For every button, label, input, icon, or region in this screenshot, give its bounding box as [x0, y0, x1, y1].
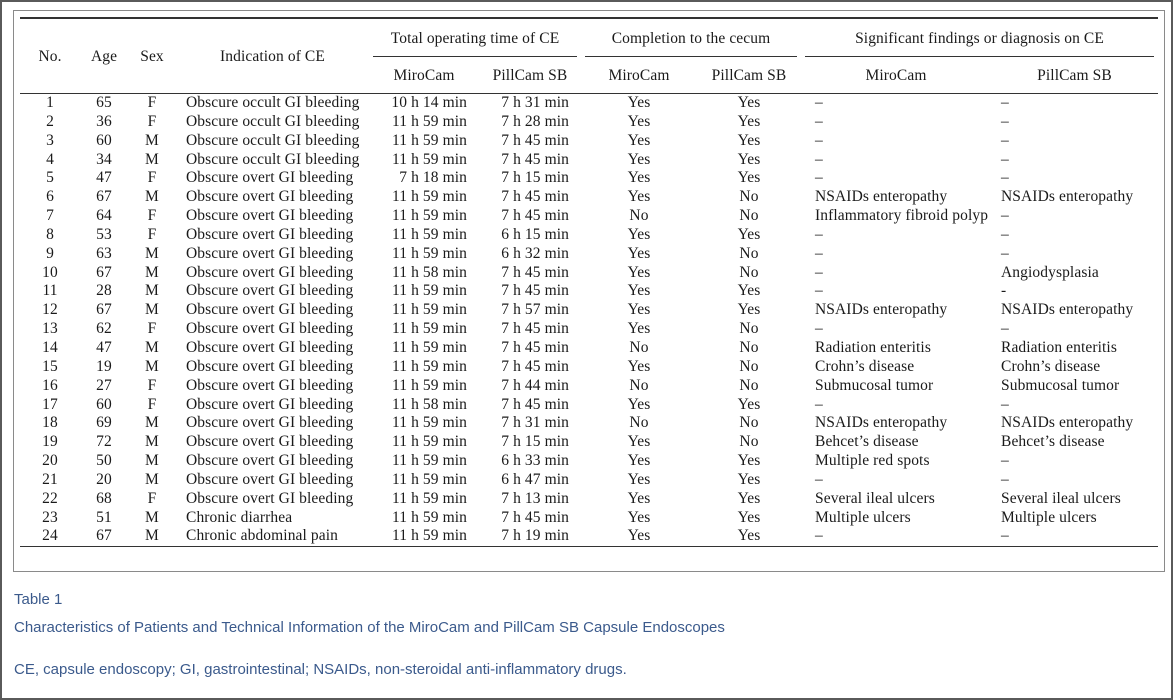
cell-completion-mirocam: Yes [627, 320, 651, 338]
subheader-findings-mirocam: MiroCam [801, 57, 991, 94]
cell-completion-mirocam: Yes [627, 131, 651, 149]
cell-time-pillcam: 7 h 45 min [501, 282, 569, 300]
cell-time-pillcam: 7 h 57 min [501, 301, 569, 319]
table-row [20, 358, 1158, 377]
cell-time-pillcam: 6 h 33 min [501, 452, 569, 470]
cell-finding-mirocam: NSAIDs enteropathy [815, 414, 948, 432]
cell-time-mirocam: 11 h 59 min [391, 207, 467, 225]
table-row [20, 509, 1158, 528]
cell-finding-mirocam: Submucosal tumor [815, 376, 934, 394]
cell-age: 67 [96, 188, 112, 206]
cell-finding-pillcam: - [1001, 282, 1007, 300]
cell-time-pillcam: 7 h 15 min [501, 169, 569, 187]
cell-age: 67 [80, 527, 128, 546]
cell-time-pillcam: 7 h 45 min [501, 207, 569, 225]
cell-sex: M [145, 433, 159, 451]
cell-indication: Obscure occult GI bleeding [186, 150, 360, 168]
cell-no: 2 [46, 112, 54, 130]
cell-time-pillcam: 7 h 45 min [501, 508, 569, 526]
cell-age: 20 [96, 470, 112, 488]
cell-completion-pillcam: Yes [737, 508, 761, 526]
cell-finding-mirocam: – [815, 150, 823, 168]
cell-age: 67 [96, 263, 112, 281]
header-completion: Completion to the cecum [581, 18, 801, 57]
cell-age: 65 [96, 94, 112, 111]
table-row [20, 226, 1158, 245]
cell-finding-pillcam: – [1001, 131, 1009, 149]
cell-completion-pillcam: No [739, 376, 759, 394]
cell-completion-pillcam: No [739, 320, 759, 338]
cell-no: 3 [46, 131, 54, 149]
cell-age: 68 [96, 489, 112, 507]
cell-time-pillcam: 6 h 47 min [501, 470, 569, 488]
cell-time-mirocam: 11 h 59 min [391, 338, 467, 356]
cell-finding-pillcam: – [1001, 470, 1009, 488]
cell-completion-pillcam: Yes [737, 169, 761, 187]
cell-time-mirocam: 11 h 59 min [391, 433, 467, 451]
table-row [20, 264, 1158, 283]
cell-completion-pillcam: Yes [737, 150, 761, 168]
cell-sex: M [145, 452, 159, 470]
cell-no: 1 [46, 94, 54, 111]
cell-finding-mirocam: NSAIDs enteropathy [815, 188, 948, 206]
cell-indication: Obscure overt GI bleeding [186, 320, 354, 338]
cell-age: 60 [96, 395, 112, 413]
table-row [20, 94, 1158, 113]
cell-completion-mirocam: Yes [627, 225, 651, 243]
cell-time-mirocam: 11 h 58 min [391, 263, 467, 281]
table-image-box [13, 10, 1165, 572]
table-row [20, 433, 1158, 452]
cell-finding-mirocam: Multiple ulcers [815, 508, 911, 526]
table-row [20, 471, 1158, 490]
cell-age: 51 [96, 508, 112, 526]
cell-finding-pillcam: – [1001, 150, 1009, 168]
cell-finding-pillcam: Submucosal tumor [1001, 376, 1120, 394]
cell-finding-mirocam: – [815, 470, 823, 488]
cell-finding-pillcam: – [991, 527, 1158, 546]
cell-indication: Obscure occult GI bleeding [186, 94, 360, 111]
cell-completion-mirocam: Yes [627, 470, 651, 488]
header-findings: Significant findings or diagnosis on CE [801, 18, 1158, 57]
cell-completion-pillcam: No [739, 414, 759, 432]
cell-sex: F [147, 207, 157, 225]
subheader-time-pillcam: PillCam SB [479, 57, 581, 94]
cell-completion-pillcam: No [739, 338, 759, 356]
cell-completion-mirocam: No [629, 376, 649, 394]
cell-sex: F [147, 112, 157, 130]
cell-time-pillcam: 7 h 45 min [501, 338, 569, 356]
cell-age: 36 [96, 112, 112, 130]
cell-no: 19 [42, 433, 58, 451]
header-total-time: Total operating time of CE [369, 18, 581, 57]
cell-sex: M [145, 414, 159, 432]
cell-completion-pillcam: Yes [697, 527, 801, 546]
cell-time-mirocam: 7 h 18 min [399, 169, 467, 187]
table-row [20, 414, 1158, 433]
cell-finding-pillcam: Multiple ulcers [1001, 508, 1097, 526]
cell-indication: Obscure overt GI bleeding [186, 188, 354, 206]
cell-completion-mirocam: No [629, 338, 649, 356]
cell-time-mirocam: 11 h 59 min [391, 489, 467, 507]
cell-completion-pillcam: Yes [737, 301, 761, 319]
cell-time-mirocam: 11 h 59 min [391, 508, 467, 526]
cell-sex: F [147, 489, 157, 507]
cell-finding-mirocam: Multiple red spots [815, 452, 930, 470]
cell-completion-mirocam: Yes [627, 169, 651, 187]
cell-completion-pillcam: Yes [737, 470, 761, 488]
cell-time-mirocam: 11 h 59 min [391, 244, 467, 262]
cell-age: 19 [96, 357, 112, 375]
table-row [20, 301, 1158, 320]
header-no: No. [20, 18, 80, 94]
cell-time-mirocam: 11 h 59 min [391, 112, 467, 130]
cell-time-pillcam: 7 h 13 min [501, 489, 569, 507]
table-row [20, 396, 1158, 415]
table-footnote: CE, capsule endoscopy; GI, gastrointestinal; NSAIDs, non-steroidal anti-inflammatory drugs. [14, 661, 627, 678]
cell-age: 69 [96, 414, 112, 432]
cell-time-mirocam: 10 h 14 min [391, 94, 467, 111]
cell-age: 63 [96, 244, 112, 262]
cell-finding-pillcam: NSAIDs enteropathy [1001, 301, 1134, 319]
cell-indication: Obscure overt GI bleeding [186, 338, 354, 356]
cell-time-mirocam: 11 h 59 min [391, 357, 467, 375]
cell-time-mirocam: 11 h 59 min [369, 527, 479, 546]
cell-indication: Obscure overt GI bleeding [186, 301, 354, 319]
cell-sex: M [145, 263, 159, 281]
cell-sex: M [145, 131, 159, 149]
cell-finding-mirocam: NSAIDs enteropathy [815, 301, 948, 319]
cell-completion-mirocam: Yes [581, 527, 697, 546]
cell-indication: Obscure overt GI bleeding [186, 282, 354, 300]
cell-finding-mirocam: – [815, 263, 823, 281]
cell-sex: M [145, 470, 159, 488]
cell-time-mirocam: 11 h 59 min [391, 452, 467, 470]
cell-completion-mirocam: Yes [627, 357, 651, 375]
cell-age: 47 [96, 169, 112, 187]
cell-indication: Obscure overt GI bleeding [186, 433, 354, 451]
cell-time-mirocam: 11 h 59 min [391, 225, 467, 243]
cell-no: 9 [46, 244, 54, 262]
cell-indication: Obscure overt GI bleeding [186, 169, 354, 187]
cell-completion-mirocam: Yes [627, 244, 651, 262]
cell-completion-mirocam: Yes [627, 508, 651, 526]
subheader-findings-pillcam: PillCam SB [991, 57, 1158, 94]
cell-time-pillcam: 7 h 28 min [501, 112, 569, 130]
cell-no: 21 [42, 470, 58, 488]
header-age: Age [80, 18, 128, 94]
cell-age: 28 [96, 282, 112, 300]
table-row [20, 339, 1158, 358]
cell-time-mirocam: 11 h 59 min [391, 301, 467, 319]
cell-time-pillcam: 7 h 45 min [501, 150, 569, 168]
cell-indication: Obscure overt GI bleeding [186, 414, 354, 432]
cell-completion-mirocam: Yes [627, 94, 651, 111]
table-row [20, 169, 1158, 188]
cell-time-pillcam: 7 h 45 min [501, 188, 569, 206]
cell-time-pillcam: 7 h 45 min [501, 131, 569, 149]
cell-finding-mirocam: – [815, 244, 823, 262]
cell-time-mirocam: 11 h 59 min [391, 282, 467, 300]
cell-time-mirocam: 11 h 58 min [391, 395, 467, 413]
cell-completion-mirocam: Yes [627, 301, 651, 319]
cell-age: 67 [96, 301, 112, 319]
cell-completion-pillcam: No [739, 207, 759, 225]
cell-finding-mirocam: – [815, 131, 823, 149]
cell-finding-mirocam: Behcet’s disease [815, 433, 919, 451]
cell-completion-pillcam: Yes [737, 282, 761, 300]
cell-completion-pillcam: Yes [737, 395, 761, 413]
cell-sex: F [147, 169, 157, 187]
cell-time-pillcam: 7 h 31 min [501, 414, 569, 432]
cell-no: 22 [42, 489, 58, 507]
cell-finding-pillcam: Crohn’s disease [1001, 357, 1101, 375]
cell-finding-pillcam: Behcet’s disease [1001, 433, 1105, 451]
cell-sex: M [145, 338, 159, 356]
table-row [20, 452, 1158, 471]
table-row [20, 282, 1158, 301]
cell-finding-pillcam: – [1001, 395, 1009, 413]
patient-characteristics-table [20, 17, 1158, 547]
cell-time-pillcam: 7 h 31 min [501, 94, 569, 111]
cell-sex: M [145, 188, 159, 206]
table-row [20, 320, 1158, 339]
cell-no: 6 [46, 188, 54, 206]
cell-finding-mirocam: – [815, 395, 823, 413]
table-header [20, 18, 1158, 94]
cell-time-mirocam: 11 h 59 min [391, 414, 467, 432]
cell-completion-mirocam: Yes [627, 150, 651, 168]
cell-completion-mirocam: Yes [627, 433, 651, 451]
cell-age: 64 [96, 207, 112, 225]
cell-completion-mirocam: Yes [627, 395, 651, 413]
cell-sex: M [145, 282, 159, 300]
cell-no: 13 [42, 320, 58, 338]
cell-completion-mirocam: Yes [627, 188, 651, 206]
cell-sex: F [147, 376, 157, 394]
cell-indication: Obscure overt GI bleeding [186, 244, 354, 262]
cell-no: 23 [42, 508, 58, 526]
cell-no: 14 [42, 338, 58, 356]
cell-completion-mirocam: Yes [627, 489, 651, 507]
cell-indication: Obscure overt GI bleeding [186, 470, 354, 488]
cell-no: 15 [42, 357, 58, 375]
cell-completion-mirocam: Yes [627, 263, 651, 281]
cell-finding-pillcam: – [1001, 207, 1009, 225]
cell-no: 4 [46, 150, 54, 168]
cell-completion-pillcam: Yes [737, 452, 761, 470]
table-row [20, 527, 1158, 546]
cell-indication: Obscure overt GI bleeding [186, 225, 354, 243]
cell-finding-mirocam: – [815, 320, 823, 338]
subheader-completion-mirocam: MiroCam [581, 57, 697, 94]
cell-finding-mirocam: – [801, 527, 991, 546]
cell-completion-mirocam: No [629, 207, 649, 225]
cell-completion-pillcam: No [739, 244, 759, 262]
table-body [20, 94, 1158, 547]
cell-finding-pillcam: – [1001, 244, 1009, 262]
cell-time-mirocam: 11 h 59 min [391, 150, 467, 168]
cell-indication: Obscure overt GI bleeding [186, 207, 354, 225]
cell-indication: Obscure overt GI bleeding [186, 395, 354, 413]
cell-finding-pillcam: NSAIDs enteropathy [1001, 414, 1134, 432]
table-row [20, 151, 1158, 170]
cell-finding-mirocam: Several ileal ulcers [815, 489, 935, 507]
cell-finding-mirocam: – [815, 282, 823, 300]
cell-finding-mirocam: Radiation enteritis [815, 338, 931, 356]
cell-completion-pillcam: No [739, 263, 759, 281]
cell-indication: Obscure occult GI bleeding [186, 112, 360, 130]
cell-no: 20 [42, 452, 58, 470]
cell-finding-pillcam: – [1001, 452, 1009, 470]
cell-indication: Obscure overt GI bleeding [186, 452, 354, 470]
cell-completion-pillcam: Yes [737, 489, 761, 507]
cell-indication: Obscure overt GI bleeding [186, 376, 354, 394]
cell-finding-pillcam: Angiodysplasia [1001, 263, 1099, 281]
cell-finding-mirocam: Inflammatory fibroid polyp [815, 207, 989, 225]
cell-sex: M [145, 244, 159, 262]
cell-finding-pillcam: Several ileal ulcers [1001, 489, 1121, 507]
cell-completion-mirocam: Yes [627, 112, 651, 130]
cell-sex: M [128, 527, 176, 546]
cell-no: 16 [42, 376, 58, 394]
cell-time-mirocam: 11 h 59 min [391, 376, 467, 394]
cell-finding-mirocam: Crohn’s disease [815, 357, 915, 375]
table-row [20, 207, 1158, 226]
cell-completion-pillcam: Yes [737, 225, 761, 243]
cell-indication: Chronic diarrhea [186, 508, 293, 526]
table-row [20, 490, 1158, 509]
table-title: Characteristics of Patients and Technical Information of the MiroCam and PillCam SB Capsule Endoscopes [14, 619, 725, 636]
subheader-completion-pillcam: PillCam SB [697, 57, 801, 94]
cell-completion-pillcam: No [739, 433, 759, 451]
cell-finding-mirocam: – [815, 94, 823, 111]
cell-time-pillcam: 7 h 45 min [501, 320, 569, 338]
cell-age: 50 [96, 452, 112, 470]
table-row [20, 113, 1158, 132]
cell-indication: Obscure overt GI bleeding [186, 489, 354, 507]
cell-age: 62 [96, 320, 112, 338]
cell-time-mirocam: 11 h 59 min [391, 131, 467, 149]
cell-time-pillcam: 7 h 45 min [501, 395, 569, 413]
cell-finding-mirocam: – [815, 225, 823, 243]
cell-no: 7 [46, 207, 54, 225]
subheader-time-mirocam: MiroCam [369, 57, 479, 94]
cell-finding-mirocam: – [815, 169, 823, 187]
table-row [20, 188, 1158, 207]
cell-no: 17 [42, 395, 58, 413]
cell-finding-pillcam: Radiation enteritis [1001, 338, 1117, 356]
cell-sex: M [145, 508, 159, 526]
cell-time-pillcam: 7 h 15 min [501, 433, 569, 451]
cell-sex: F [147, 320, 157, 338]
cell-no: 11 [42, 282, 58, 300]
cell-finding-pillcam: – [1001, 320, 1009, 338]
cell-time-pillcam: 7 h 19 min [479, 527, 581, 546]
table-row [20, 377, 1158, 396]
cell-completion-pillcam: Yes [737, 94, 761, 111]
cell-no: 10 [42, 263, 58, 281]
cell-sex: F [147, 225, 157, 243]
cell-time-pillcam: 7 h 45 min [501, 357, 569, 375]
cell-finding-pillcam: – [1001, 94, 1009, 111]
cell-age: 27 [96, 376, 112, 394]
cell-time-pillcam: 6 h 32 min [501, 244, 569, 262]
cell-indication: Obscure occult GI bleeding [186, 131, 360, 149]
table-label: Table 1 [14, 591, 63, 608]
cell-completion-pillcam: No [739, 188, 759, 206]
cell-age: 72 [96, 433, 112, 451]
cell-completion-pillcam: No [739, 357, 759, 375]
cell-finding-pillcam: – [1001, 169, 1009, 187]
table-row [20, 245, 1158, 264]
cell-no: 5 [46, 169, 54, 187]
cell-sex: F [147, 395, 157, 413]
cell-completion-pillcam: Yes [737, 112, 761, 130]
header-sex: Sex [128, 18, 176, 94]
cell-no: 18 [42, 414, 58, 432]
cell-indication: Obscure overt GI bleeding [186, 357, 354, 375]
cell-age: 34 [96, 150, 112, 168]
cell-completion-pillcam: Yes [737, 131, 761, 149]
cell-finding-pillcam: – [1001, 112, 1009, 130]
header-indication: Indication of CE [176, 18, 369, 94]
cell-indication: Obscure overt GI bleeding [186, 263, 354, 281]
cell-indication: Chronic abdominal pain [176, 527, 369, 546]
table-row [20, 132, 1158, 151]
cell-sex: F [147, 94, 157, 111]
cell-age: 60 [96, 131, 112, 149]
cell-time-mirocam: 11 h 59 min [391, 320, 467, 338]
cell-time-pillcam: 7 h 44 min [501, 376, 569, 394]
cell-sex: M [145, 357, 159, 375]
cell-completion-mirocam: Yes [627, 282, 651, 300]
cell-sex: M [145, 150, 159, 168]
cell-no: 8 [46, 225, 54, 243]
cell-age: 47 [96, 338, 112, 356]
cell-time-mirocam: 11 h 59 min [391, 188, 467, 206]
cell-time-mirocam: 11 h 59 min [391, 470, 467, 488]
cell-no: 24 [20, 527, 80, 546]
cell-finding-mirocam: – [815, 112, 823, 130]
cell-time-pillcam: 7 h 45 min [501, 263, 569, 281]
cell-completion-mirocam: No [629, 414, 649, 432]
cell-completion-mirocam: Yes [627, 452, 651, 470]
cell-no: 12 [42, 301, 58, 319]
cell-finding-pillcam: – [1001, 225, 1009, 243]
cell-finding-pillcam: NSAIDs enteropathy [1001, 188, 1134, 206]
cell-time-pillcam: 6 h 15 min [501, 225, 569, 243]
cell-age: 53 [96, 225, 112, 243]
cell-sex: M [145, 301, 159, 319]
